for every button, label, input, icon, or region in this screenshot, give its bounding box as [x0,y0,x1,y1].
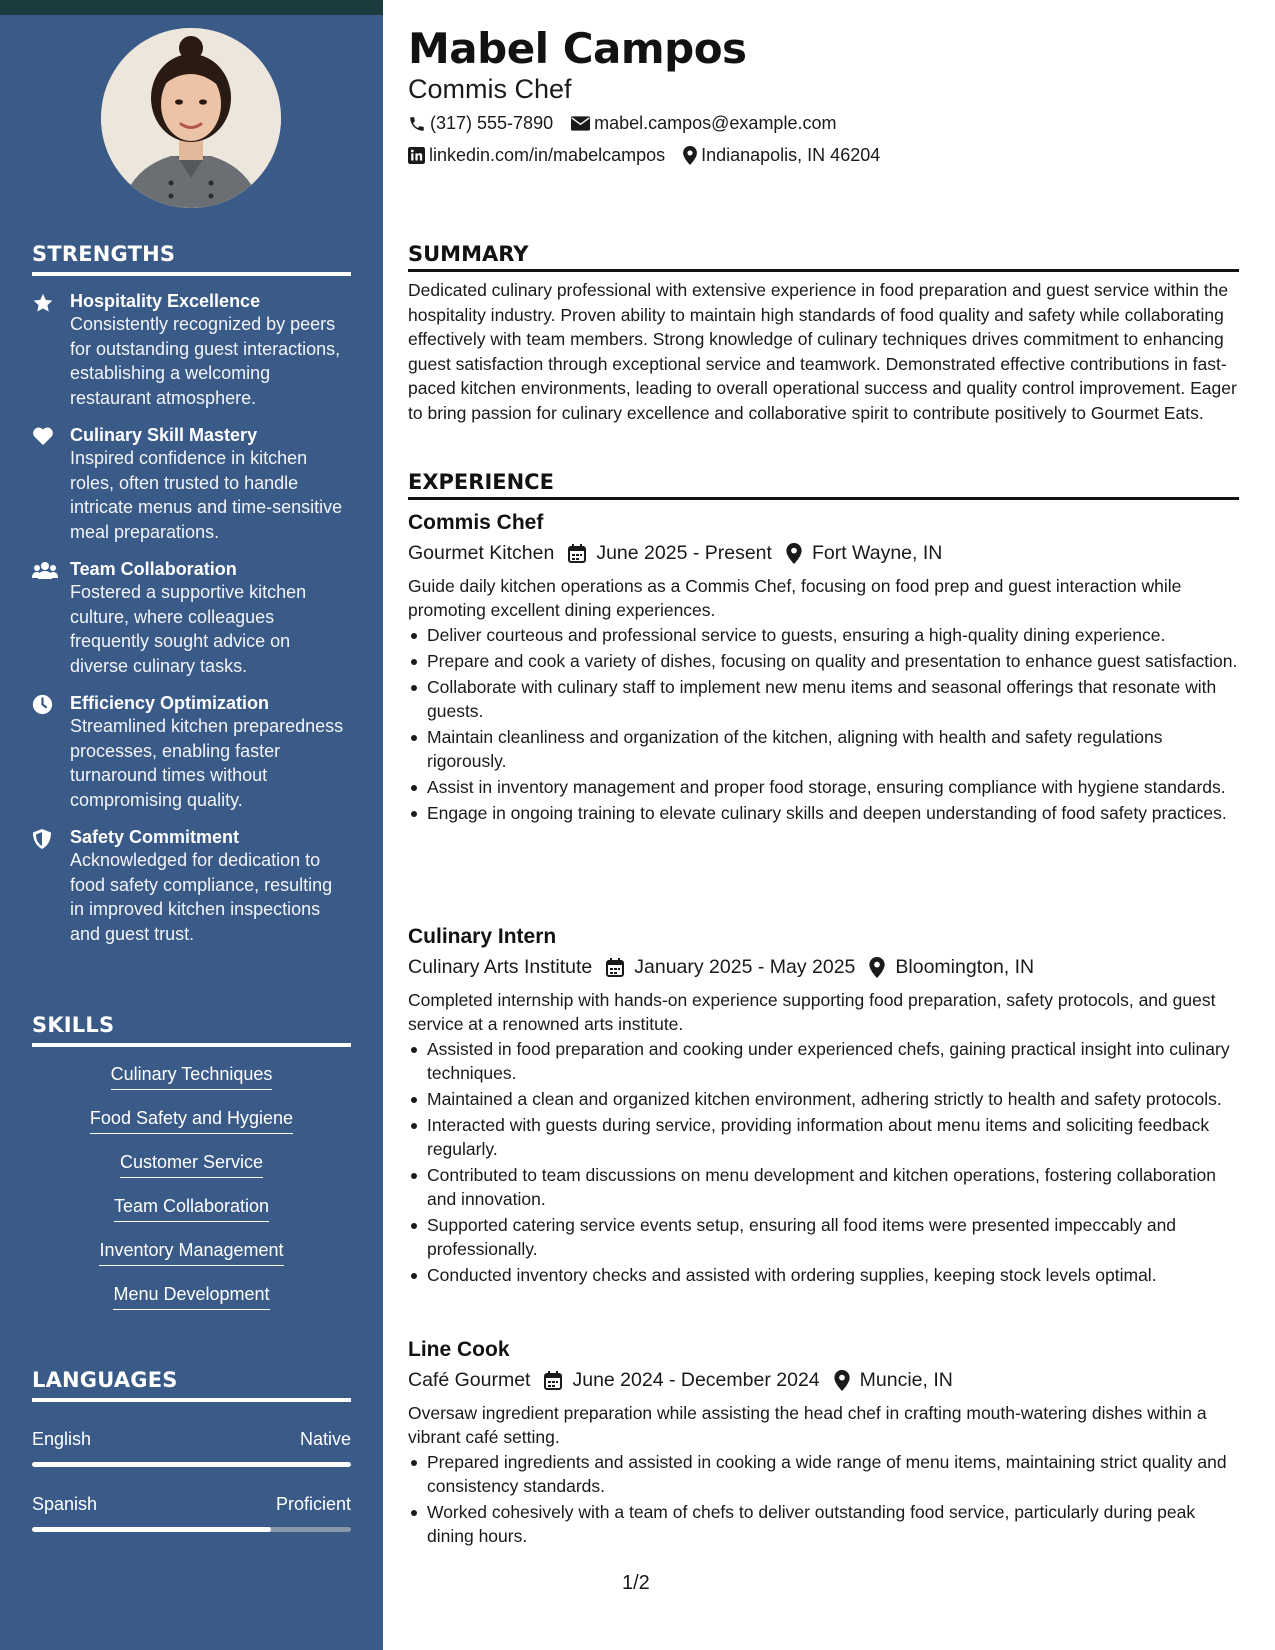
list-item: Worked cohesively with a team of chefs to deliver outstanding food service, particularly during peak dining hours. [408,1500,1239,1548]
map-pin-icon [786,543,802,564]
list-item: Contributed to team discussions on menu development and kitchen operations, fostering collaboration and innovation. [408,1163,1239,1211]
map-pin-icon [683,146,697,165]
list-item: Maintain cleanliness and organization of the kitchen, aligning with health and safety regulations rigorously. [408,725,1239,773]
page-number: 1/2 [622,1572,650,1594]
calendar-icon [568,544,586,563]
job-description: Completed internship with hands-on experience supporting food preparation, safety protocols, and guest service at a renowned arts institute. [408,990,1216,1034]
list-item: Deliver courteous and professional service to guests, ensuring a high-quality dining experience. [408,623,1239,647]
strength-title: Hospitality Excellence [70,291,261,311]
strength-item [32,290,351,410]
language-proficiency-fill [32,1462,351,1467]
calendar-icon [606,958,624,977]
job-dates [544,1369,819,1392]
strength-title: Team Collaboration [70,559,237,579]
candidate-name: Mabel Campos [408,24,747,73]
experience-heading: EXPERIENCE [408,470,1239,500]
email-text: mabel.campos@example.com [594,113,837,133]
contact-line-2 [408,145,898,166]
job-location [834,1369,953,1392]
map-pin-icon [834,1370,850,1391]
strength-desc: Fostered a supportive kitchen culture, where colleagues frequently sought advice on diverse culinary tasks. [70,582,307,676]
map-pin-icon [869,957,885,978]
linkedin-text: linkedin.com/in/mabelcampos [429,145,666,165]
star-icon [32,290,70,410]
language-level: Proficient [275,1494,351,1514]
dates-text: January 2025 - May 2025 [634,956,856,978]
summary-text: Dedicated culinary professional with extensive experience in food preparation and guest service within the hospitality industry. Proven ability to maintain high standards of food quality and safety while collaborating effectively with team members. Strong knowledge of culinary techniques drives commitment to enhancing guest satisfaction through exceptional service and teamwork. Demonstrated effective contributions in fast-paced kitchen environments, leading to overall operational success and quality control improvement. Eager to bring passion for culinary excellence and collaborative spirit to contribute positively to Gourmet Eats. [408,280,1237,423]
linkedin-icon [408,147,425,164]
job-meta [408,956,1239,979]
heart-icon [32,424,70,544]
skill-item: Team Collaboration [114,1195,269,1222]
profile-photo [101,28,281,208]
strength-item [32,826,351,946]
location-text: Bloomington, IN [895,956,1035,978]
list-item: Prepare and cook a variety of dishes, focusing on quality and presentation to enhance guest satisfaction. [408,649,1239,673]
company-text: Gourmet Kitchen [408,542,555,564]
job-description: Oversaw ingredient preparation while assisting the head chef in crafting mouth-watering dishes within a vibrant café setting. [408,1403,1207,1447]
company-text: Culinary Arts Institute [408,956,593,978]
list-item: Maintained a clean and organized kitchen environment, adhering strictly to health and safety protocols. [408,1087,1239,1111]
location-text: Fort Wayne, IN [811,542,943,564]
job-entry [408,510,1239,827]
contact-linkedin [408,145,665,166]
location-text: Muncie, IN [859,1369,953,1391]
candidate-role: Commis Chef [408,74,572,104]
job-company [408,1369,530,1392]
skill-item: Menu Development [113,1283,269,1310]
dates-text: June 2025 - Present [596,542,772,564]
strength-item [32,558,351,678]
job-title: Culinary Intern [408,925,557,948]
phone-text: (317) 555-7890 [430,113,554,133]
contact-email [571,113,836,134]
language-name: English [32,1429,92,1449]
job-bullets [408,623,1239,825]
strength-desc: Consistently recognized by peers for outstanding guest interactions, establishing a welcoming restaurant atmosphere. [70,314,341,408]
job-company [408,956,592,979]
languages-section [32,1368,351,1532]
job-description: Guide daily kitchen operations as a Commis Chef, focusing on food prep and guest interaction while promoting excellent dining experiences. [408,576,1182,620]
job-entry [408,924,1239,1289]
skills-list [32,1047,351,1327]
shield-icon [32,826,70,946]
skill-item: Customer Service [120,1151,263,1178]
skills-heading: SKILLS [32,1013,351,1047]
job-company [408,542,554,565]
skill-item: Inventory Management [99,1239,283,1266]
list-item: Assist in inventory management and proper food storage, ensuring compliance with hygiene standards. [408,775,1239,799]
list-item: Interacted with guests during service, providing information about menu items and soliciting feedback regularly. [408,1113,1239,1161]
summary-heading: SUMMARY [408,242,1239,272]
strength-desc: Acknowledged for dedication to food safety compliance, resulting in improved kitchen inspections and guest trust. [70,850,333,944]
job-title: Commis Chef [408,511,544,534]
contact-location [683,145,880,166]
language-item [32,1428,351,1467]
strength-title: Efficiency Optimization [70,693,270,713]
strength-desc: Streamlined kitchen preparedness processes, enabling faster turnaround times without compromising quality. [70,716,344,810]
job-title: Line Cook [408,1338,510,1361]
sidebar [0,0,383,1650]
job-entry [408,1337,1239,1550]
skill-item: Food Safety and Hygiene [90,1107,293,1134]
skills-section [32,1013,351,1327]
strengths-list [32,290,351,946]
list-item: Conducted inventory checks and assisted with ordering supplies, keeping stock levels optimal. [408,1263,1239,1287]
language-proficiency-bar [32,1462,351,1467]
strengths-heading: STRENGTHS [32,242,351,276]
contact-line-1 [408,113,854,134]
summary-section [408,242,1239,425]
list-item: Supported catering service events setup, ensuring all food items were presented impeccably and professionally. [408,1213,1239,1261]
list-item: Engage in ongoing training to elevate culinary skills and deepen understanding of food safety practices. [408,801,1239,825]
skill-item: Culinary Techniques [111,1063,273,1090]
contact-phone [408,113,553,134]
list-item: Assisted in food preparation and cooking under experienced chefs, gaining practical insight into culinary techniques. [408,1037,1239,1085]
clock-icon [32,692,70,812]
envelope-icon [571,116,590,131]
avatar [101,28,281,208]
job-location [786,542,942,565]
location-text: Indianapolis, IN 46204 [701,145,881,165]
phone-icon [408,115,426,133]
language-proficiency-bar [32,1527,351,1532]
strength-item [32,424,351,544]
strengths-section [32,242,351,946]
strength-title: Safety Commitment [70,827,240,847]
users-icon [32,558,70,678]
language-name: Spanish [32,1494,98,1514]
job-dates [606,956,855,979]
job-meta [408,1369,1239,1392]
job-bullets [408,1450,1239,1548]
language-level: Native [299,1429,351,1449]
strength-title: Culinary Skill Mastery [70,425,258,445]
list-item: Prepared ingredients and assisted in cooking a wide range of menu items, maintaining strict quality and consistency standards. [408,1450,1239,1498]
job-meta [408,542,1239,565]
job-location [869,956,1034,979]
calendar-icon [544,1371,562,1390]
job-bullets [408,1037,1239,1287]
job-dates [568,542,772,565]
language-item [32,1493,351,1532]
list-item: Collaborate with culinary staff to implement new menu items and seasonal offerings that resonate with guests. [408,675,1239,723]
language-proficiency-fill [32,1527,271,1532]
company-text: Café Gourmet [408,1369,531,1391]
sidebar-top-bar [0,0,383,15]
strength-item [32,692,351,812]
dates-text: June 2024 - December 2024 [572,1369,820,1391]
experience-section [408,470,1239,500]
strength-desc: Inspired confidence in kitchen roles, often trusted to handle intricate menus and time-sensitive meal preparations. [70,448,343,542]
languages-heading: LANGUAGES [32,1368,351,1402]
